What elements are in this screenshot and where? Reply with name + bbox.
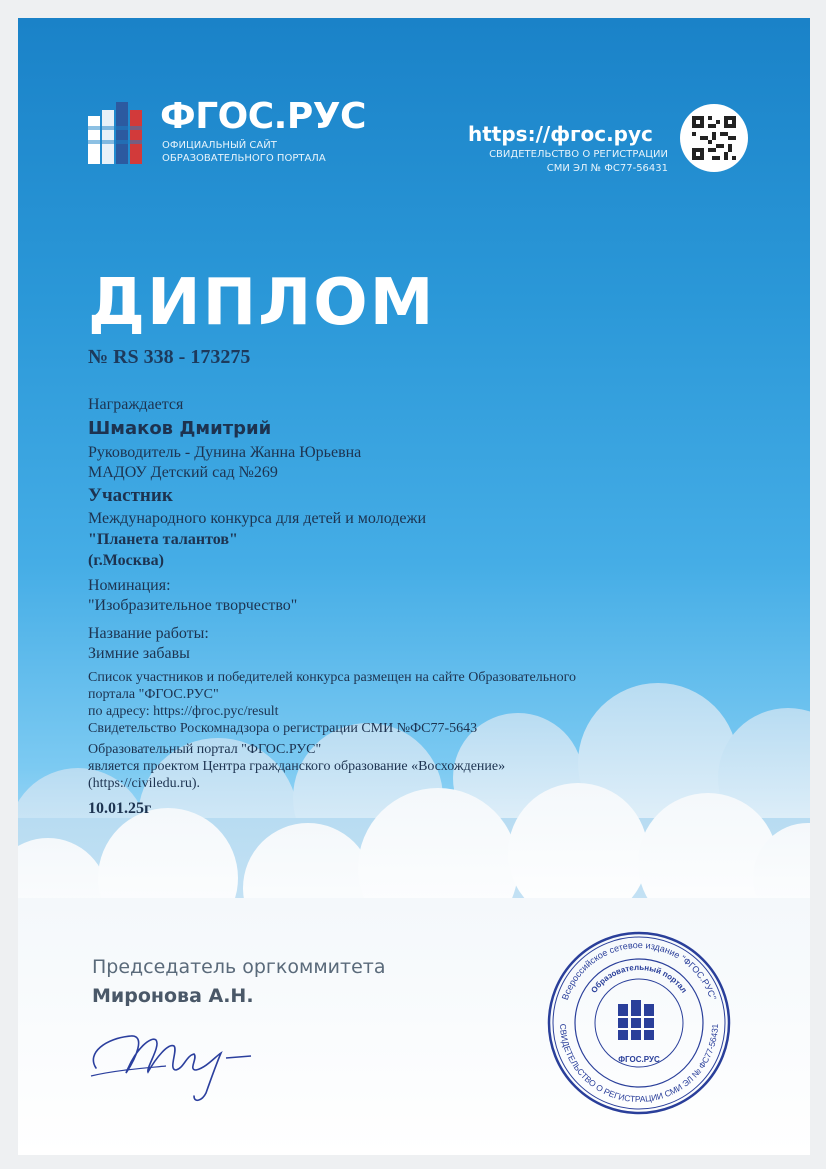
brand-subtitle: ОФИЦИАЛЬНЫЙ САЙТ ОБРАЗОВАТЕЛЬНОГО ПОРТАЛА	[162, 140, 326, 164]
info-line-4: Свидетельство Роскомнадзора о регистрации СМИ №ФС77-5643	[88, 721, 478, 736]
stamp-center-text: ФГОС.РУС	[618, 1055, 660, 1064]
supervisor: Руководитель - Дунина Жанна Юрьевна	[88, 444, 362, 461]
registration-line-2: СМИ ЭЛ № ФС77-56431	[546, 163, 668, 174]
stamp-inner-text: Образовательный портал	[589, 962, 689, 995]
contest-name: "Планета талантов"	[88, 531, 238, 548]
portal-line-1: Образовательный портал "ФГОС.РУС"	[88, 742, 322, 757]
info-line-3: по адресу: https://фгос.рус/result	[88, 704, 279, 719]
nomination-label: Номинация:	[88, 577, 171, 594]
contest-description: Международного конкурса для детей и молодежи	[88, 510, 427, 527]
contest-city: (г.Москва)	[88, 552, 164, 569]
diploma-number: № RS 338 - 173275	[88, 346, 251, 368]
official-stamp	[546, 930, 732, 1116]
participant-status: Участник	[88, 485, 173, 506]
chairman-label: Председатель оргкоммитета	[92, 956, 386, 978]
issue-date: 10.01.25г	[88, 800, 152, 817]
info-line-1: Список участников и победителей конкурса размещен на сайте Образовательного	[88, 670, 576, 685]
work-title-value: Зимние забавы	[88, 645, 190, 662]
stamp-bottom-text: СВИДЕТЕЛЬСТВО О РЕГИСТРАЦИИ СМИ ЭЛ № ФС77-56431	[557, 1023, 721, 1105]
awarded-label: Награждается	[88, 396, 184, 413]
stamp-logo-icon	[616, 1000, 656, 1040]
brand-name: ФГОС.РУС	[160, 96, 366, 137]
diploma-sheet	[18, 18, 810, 1155]
info-line-2: портала "ФГОС.РУС"	[88, 687, 219, 702]
chairman-name: Миронова А.Н.	[92, 985, 254, 1007]
institution: МАДОУ Детский сад №269	[88, 464, 278, 481]
qr-code[interactable]	[680, 104, 748, 172]
work-title-label: Название работы:	[88, 625, 209, 642]
site-url[interactable]: https://фгос.рус	[468, 122, 653, 146]
stamp-outer-text: Всероссийское сетевое издание "ФГОС.РУС"	[559, 939, 719, 1002]
registration-line-1: СВИДЕТЕЛЬСТВО О РЕГИСТРАЦИИ	[489, 149, 668, 160]
portal-line-2: является проектом Центра гражданского образование «Восхождение»	[88, 759, 506, 774]
recipient-name: Шмаков Дмитрий	[88, 418, 272, 439]
portal-line-3: (https://civiledu.ru).	[88, 776, 200, 791]
nomination-value: "Изобразительное творчество"	[88, 597, 298, 614]
signature	[76, 998, 276, 1108]
diploma-title: ДИПЛОМ	[88, 266, 436, 340]
building-logo-icon	[88, 102, 150, 164]
qr-code-icon	[692, 116, 736, 160]
